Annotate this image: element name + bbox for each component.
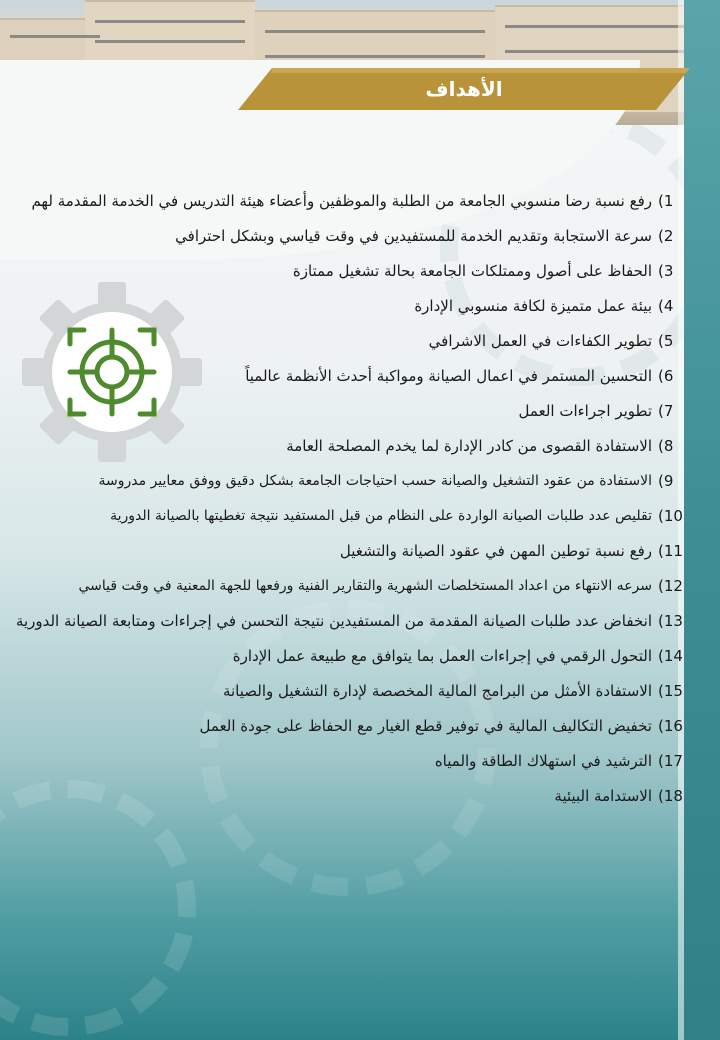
goal-text: تطوير الكفاءات في العمل الاشرافي — [428, 332, 652, 350]
goal-item — [8, 359, 700, 394]
goal-item — [8, 709, 700, 744]
goal-item — [8, 324, 700, 359]
goal-text: رفع نسبة رضا منسوبي الجامعة من الطلبة والموظفين وأعضاء هيئة التدريس في الخدمة المقدمة لهم — [31, 192, 652, 210]
goal-item — [8, 744, 700, 779]
goal-number: (4 — [658, 297, 674, 315]
goals-list — [8, 184, 700, 814]
goal-number: (12 — [658, 577, 683, 595]
goal-item — [8, 534, 700, 569]
goal-number: (14 — [658, 647, 683, 665]
goal-item — [8, 604, 700, 639]
goal-number: (9 — [658, 472, 674, 490]
goal-text: الاستفادة الأمثل من البرامج المالية المخصصة لإدارة التشغيل والصيانة — [222, 682, 652, 700]
goal-text: الترشيد في استهلاك الطاقة والمياه — [434, 752, 652, 770]
goal-item — [8, 569, 700, 604]
goal-text: رفع نسبة توطين المهن في عقود الصيانة والتشغيل — [339, 542, 652, 560]
goal-item — [8, 184, 700, 219]
goal-item — [8, 289, 700, 324]
goal-text: الاستفادة القصوى من كادر الإدارة لما يخدم المصلحة العامة — [286, 437, 652, 455]
goal-item — [8, 394, 700, 429]
goal-number: (1 — [658, 192, 674, 210]
goal-number: (5 — [658, 332, 674, 350]
goal-item — [8, 674, 700, 709]
goal-number: (16 — [658, 717, 683, 735]
goal-number: (11 — [658, 542, 683, 560]
goal-item — [8, 254, 700, 289]
goal-text: سرعة الاستجابة وتقديم الخدمة للمستفيدين في وقت قياسي وبشكل احترافي — [175, 227, 652, 245]
goal-text: تقليص عدد طلبات الصيانة الواردة على النظام من قبل المستفيد نتيجة تغطيتها بالصيانة الدورية — [110, 508, 652, 524]
goal-text: سرعه الانتهاء من اعداد المستخلصات الشهرية والتقارير الفنية ورفعها للجهة المعنية في وقت قياسي — [78, 578, 652, 594]
goal-text: تطوير اجراءات العمل — [518, 402, 652, 420]
goal-number: (2 — [658, 227, 674, 245]
goal-number: (10 — [658, 507, 683, 525]
goal-text: بيئة عمل متميزة لكافة منسوبي الإدارة — [414, 297, 652, 315]
goal-item — [8, 219, 700, 254]
goal-item — [8, 779, 700, 814]
background-gear-decoration — [0, 780, 196, 1036]
goal-number: (6 — [658, 367, 674, 385]
goal-number: (7 — [658, 402, 674, 420]
goal-text: الاستفادة من عقود التشغيل والصيانة حسب احتياجات الجامعة بشكل دقيق ووفق معايير مدروسة — [98, 473, 652, 489]
goal-text: الحفاظ على أصول وممتلكات الجامعة بحالة تشغيل ممتازة — [292, 262, 652, 280]
goal-item — [8, 639, 700, 674]
goal-item — [8, 429, 700, 464]
goal-number: (3 — [658, 262, 674, 280]
title-banner — [238, 68, 690, 110]
goal-item — [8, 499, 700, 534]
goal-text: تخفيض التكاليف المالية في توفير قطع الغيار مع الحفاظ على جودة العمل — [199, 717, 652, 735]
goal-text: التحسين المستمر في اعمال الصيانة ومواكبة أحدث الأنظمة عالمياً — [245, 367, 652, 385]
goal-item — [8, 464, 700, 499]
goal-number: (15 — [658, 682, 683, 700]
goal-number: (18 — [658, 787, 683, 805]
goal-number: (13 — [658, 612, 683, 630]
goal-text: التحول الرقمي في إجراءات العمل بما يتوافق مع طبيعة عمل الإدارة — [232, 647, 652, 665]
goal-number: (8 — [658, 437, 674, 455]
page-title: الأهداف — [425, 77, 503, 101]
goal-number: (17 — [658, 752, 683, 770]
goal-text: الاستدامة البيئية — [554, 787, 652, 805]
goal-text: انخفاض عدد طلبات الصيانة المقدمة من المستفيدين نتيجة التحسن في إجراءات ومتابعة الصيانة الدورية — [15, 612, 652, 630]
